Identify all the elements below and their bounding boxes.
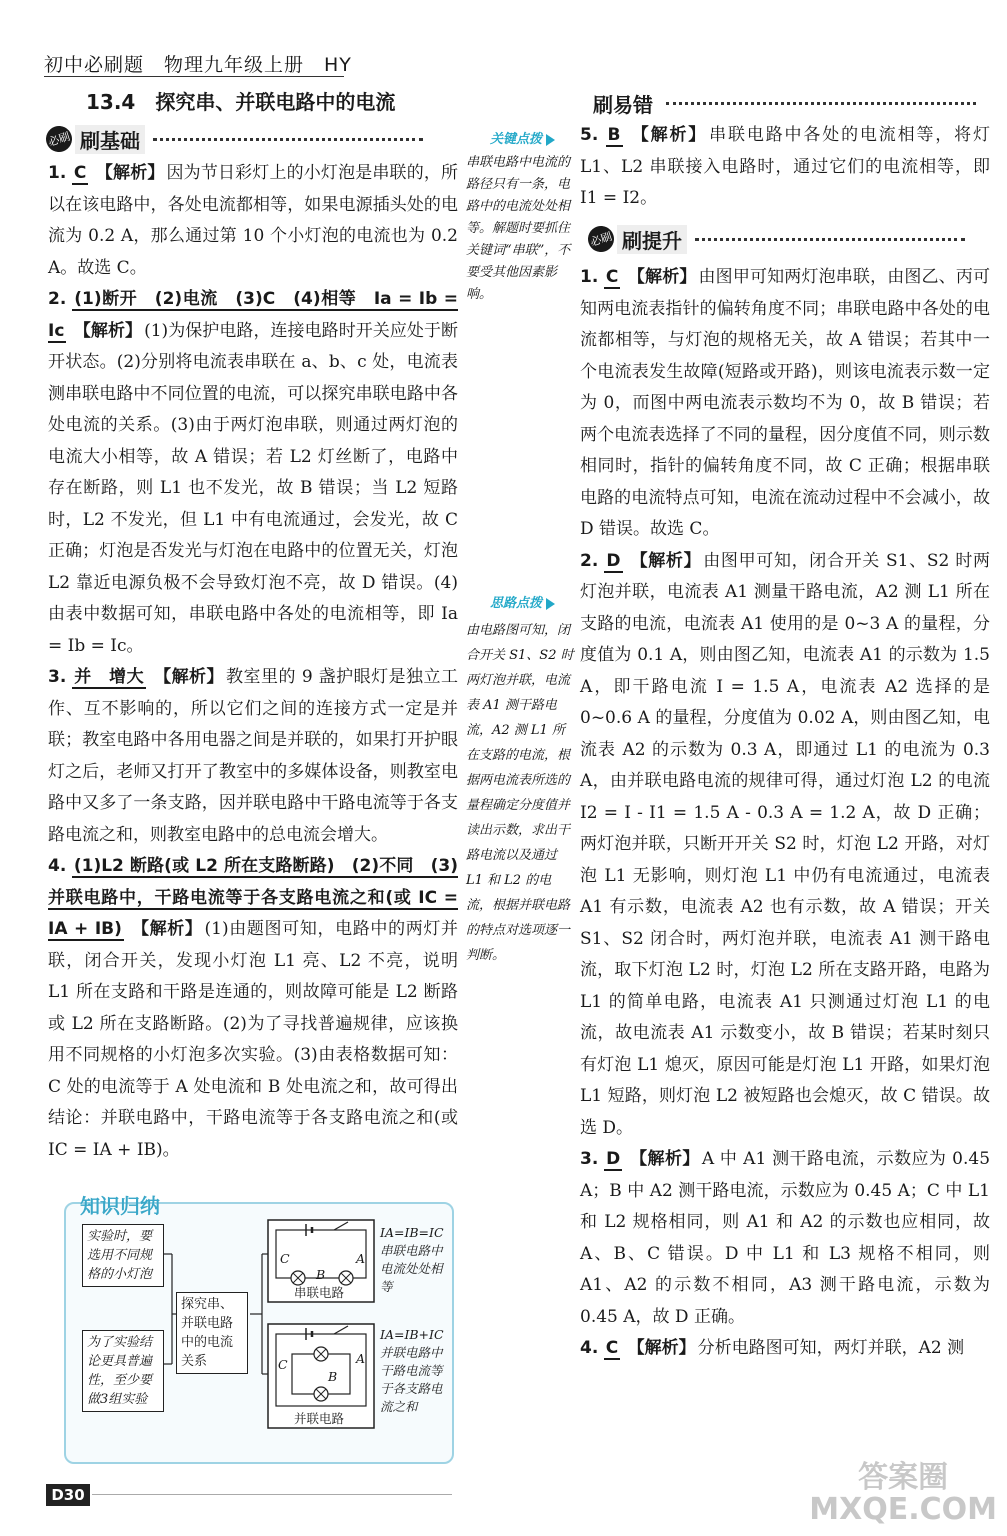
item-answer: (1)L2 断路(或 L2 所在支路断路) (2)不同 (3)并联电路中，干路电流等于各支路电流之和(或 IC = IA + IB) (48, 856, 458, 939)
improve-item-2 (580, 546, 990, 1145)
item-text: 分析电路图可知，两灯并联，A2 测 (697, 1338, 965, 1358)
item-answer: 并 增大 (74, 667, 145, 687)
item-answer: (1)断开 (2)电流 (3)C (4)相等 Ia = Ib = Ic (48, 289, 458, 341)
tag-error-label: 刷易错 (593, 92, 653, 117)
analysis-label: 【解析】 (131, 919, 203, 939)
item-number: 3. (580, 1149, 599, 1169)
analysis-label: 【解析】 (627, 267, 697, 287)
item-text: 因为节日彩灯上的小灯泡是串联的，所以在该电路中，各处电流都相等，如果电源插头处的电流为 0.2 A，那么通过第 10 个小灯泡的电流也为 0.2 A。故选 C。 (48, 163, 459, 278)
item-text: (1)由题图可知，电路中的两灯并联，闭合开关，发现小灯泡 L1 亮、L2 不亮，说明 L1 所在支路和干路是连通的，则故障可能是 L2 断路或 L2 所在支路断路。(2)为了寻找普遍规律，应该换用不同规格的小灯泡多次实验。(3)由表格数据可知：C 处的电流等于 A 处电流和 B 处电流之和，故可得出结论：并联电路中，干路电流等于各支路电流之和(或 IC = IA + IB)。 (48, 919, 458, 1160)
analysis-label: 【解析】 (73, 320, 143, 341)
tag-improve-label: 刷提升 (617, 225, 687, 254)
answer-item-3 (48, 662, 458, 851)
knowledge-note-1: 实验时，要选用不同规格的小灯泡 (82, 1224, 164, 1287)
improve-item-3 (580, 1144, 990, 1333)
item-answer: D (606, 550, 621, 571)
point-b-label: B (328, 1369, 338, 1384)
knowledge-center: 探究串、并联电路中的电流关系 (176, 1292, 248, 1374)
item-number: 2. (48, 289, 67, 309)
error-item-5 (580, 120, 990, 215)
dotted-rule (666, 101, 976, 105)
answer-item-2 (48, 284, 458, 662)
item-number: 5. (580, 125, 599, 145)
series-rule (380, 1224, 452, 1296)
point-a-label: A (356, 1251, 366, 1266)
think-tip-heading: 思路点拨 (490, 592, 555, 611)
item-answer: C (605, 1338, 619, 1358)
knowledge-note-2: 为了实验结论更具普遍性，至少要做3组实验 (82, 1330, 164, 1412)
parallel-rule (380, 1326, 452, 1416)
item-text: A 中 A1 测干路电流，示数应为 0.45 A；B 中 A2 测干路电流，示数应为 0.45 A；C 中 L1 和 L2 规格相同，则 A1 和 A2 的示数也应相同，故 A、B、C 错误。D 中 L1 和 L3 规格不相同，则 A1、A2 的示数不相同，A3 测干路电流，示数为 0.45 A，故 D 正确。 (580, 1149, 991, 1327)
answer-item-4 (48, 851, 458, 1166)
item-number: 1. (48, 163, 67, 183)
left-column (48, 158, 458, 1166)
dotted-rule (695, 237, 965, 241)
watermark-line-1: 答案圈 (858, 1460, 949, 1495)
item-number: 1. (580, 267, 599, 287)
parallel-rule-formula: IA=IB+IC (380, 1327, 444, 1342)
tag-improve (588, 222, 965, 256)
parallel-rule-text: 并联电路中干路电流等于各支路电流之和 (380, 1345, 443, 1414)
improve-item-4 (580, 1333, 990, 1365)
analysis-label: 【解析】 (95, 163, 165, 183)
item-answer: C (73, 163, 87, 183)
improve-item-1 (580, 262, 990, 546)
item-answer: D (606, 1149, 621, 1169)
key-tip-heading: 关键点拨 (490, 128, 555, 147)
answer-item-1 (48, 158, 458, 284)
item-number: 2. (580, 550, 599, 571)
site-watermark (809, 1462, 997, 1526)
analysis-label: 【解析】 (630, 550, 702, 571)
footer-rule (92, 1494, 452, 1495)
parallel-caption: 并联电路 (294, 1411, 345, 1426)
improve-section (580, 262, 990, 1365)
header-rule (44, 76, 344, 77)
point-c-label: C (280, 1251, 290, 1266)
knowledge-summary-box (64, 1202, 454, 1464)
point-a-label: A (356, 1351, 366, 1366)
brush-badge-icon: 必刷 (585, 223, 618, 256)
item-text: (1)为保护电路，连接电路时开关应处于断开状态。(2)分别将电流表串联在 a、b、c 处，电流表测串联电路中不同位置的电流，可以探究串联电路中各处电流的关系。(3)由于两灯泡串联，则通过两灯泡的电流大小相等，故 A 错误；若 L2 灯丝断了，电路中存在断路，则 L1 也不发光，故 B 错误；当 L2 短路时，L2 不发光，但 L1 中有电流通过，会发光，故 C 正确；灯泡是否发光与灯泡在电路中的位置无关，灯泡 L2 靠近电源负极不会导致灯泡不亮，故 D 错误。(4)由表中数据可知，串联电路中各处的电流相等，即 Ia = Ib = Ic。 (48, 320, 459, 656)
knowledge-title: 知识归纳 (80, 1194, 160, 1218)
dotted-rule (153, 137, 423, 141)
watermark-line-2: MXQE.COM (809, 1492, 997, 1527)
section-title: 13.4 探究串、并联电路中的电流 (86, 90, 396, 114)
page-number: D30 (46, 1484, 90, 1506)
point-b-label: B (316, 1267, 326, 1282)
item-answer: C (605, 267, 619, 287)
tag-basic (46, 122, 423, 156)
series-caption: 串联电路 (294, 1285, 345, 1300)
running-header: 初中必刷题 物理九年级上册 HY (44, 54, 352, 76)
item-text: 由图甲可知两灯泡串联，由图乙、丙可知两电流表指针的偏转角度不同；串联电路中各处的电流都相等，与灯泡的规格无关，故 A 错误；若其中一个电流表发生故障(短路或开路)，则该电流表示数一定为 0，而图中两电流表示数均不为 0，故 B 错误；若两个电流表选择了不同的量程，因分度值不同，则示数相同时，指针的偏转角度不同，故 C 正确；根据串联电路的电流特点可知，电流在流动过程中不会减小，故 D 错误。故选 C。 (580, 267, 991, 539)
item-number: 4. (580, 1338, 599, 1358)
item-answer: B (607, 125, 621, 145)
tag-basic-label: 刷基础 (75, 125, 145, 154)
analysis-label: 【解析】 (627, 1338, 696, 1358)
analysis-label: 【解析】 (154, 667, 225, 687)
error-section (580, 120, 990, 215)
key-tip-text: 串联电路中电流的路径只有一条，电路中的电流处处相等。解题时要抓住关键词“串联”，不要受其他因素影响。 (466, 155, 571, 302)
series-rule-text: 串联电路中电流处处相等 (380, 1243, 443, 1294)
item-text: 由图甲可知，闭合开关 S1、S2 时两灯泡并联，电流表 A1 测量干路电流，A2 测 L1 所在支路的电流，电流表 A1 使用的是 0~3 A 的量程，分度值为 0.1 A，则由图乙知，电流表 A1 的示数为 1.5 A，即干路电流 I = 1.5 A，电流表 A2 选择的是 0~0.6 A 的量程，分度值为 0.02 A，则由图乙知，电流表 A2 的示数为 0.3 A，即通过 L1 的电流为 0.3 A，由并联电路电流的规律可得，通过灯泡 L2 的电流 I2 = I - I1 = 1.5 A - 0.3 A = 1.2 A，故 D 正确；两灯泡并联，只断开开关 S2 时，灯泡 L2 开路，对灯泡 L1 无影响，则灯泡 L1 中仍有电流通过，电流表 A1 有示数，电流表 A2 也有示数，故 A 错误；开关 S1、S2 闭合时，两灯泡并联，电流表 A1 测干路电流，取下灯泡 L2 时，灯泡 L2 所在支路开路，电路为 L1 的简单电路，电流表 A1 只测通过灯泡 L1 的电流，故电流表 A1 示数变小，故 B 错误；若某时刻只有灯泡 L1 熄灭，原因可能是灯泡 L1 开路，如果灯泡 L1 短路，则灯泡 L2 被短路也会熄灭，故 C 错误。故选 D。 (580, 550, 991, 1138)
analysis-label: 【解析】 (630, 1149, 700, 1169)
think-tip-text: 由电路图可知，闭合开关 S1、S2 时两灯泡并联，电流表 A1 测干路电流，A2 测 L1 所在支路的电流，根据两电流表所选的量程确定分度值并读出示数，求出干路电流以及通过 L1 和 L2 的电流，根据并联电路的特点对选项逐一判断。 (466, 623, 574, 963)
series-rule-formula: IA=IB=IC (380, 1225, 444, 1240)
item-text: 教室里的 9 盏护眼灯是独立工作、互不影响的，所以它们之间的连接方式一定是并联；教室电路中各用电器之间是并联的，如果打开护眼灯之后，老师又打开了教室中的多媒体设备，则教室电路中又多了一条支路，因并联电路中干路电流等于各支路电流之和，则教室电路中的总电流会增大。 (48, 667, 459, 845)
item-number: 3. (48, 667, 67, 687)
analysis-label: 【解析】 (631, 125, 708, 145)
brush-badge-icon: 必刷 (43, 123, 76, 156)
point-c-label: C (278, 1357, 288, 1372)
item-number: 4. (48, 856, 67, 876)
item-text: 串联电路中各处的电流相等，将灯 L1、L2 串联接入电路时，通过它们的电流相等，即 I1 = I2。 (580, 125, 991, 208)
arrow-right-icon (546, 598, 555, 610)
tag-error (588, 86, 976, 120)
arrow-right-icon (546, 134, 555, 146)
